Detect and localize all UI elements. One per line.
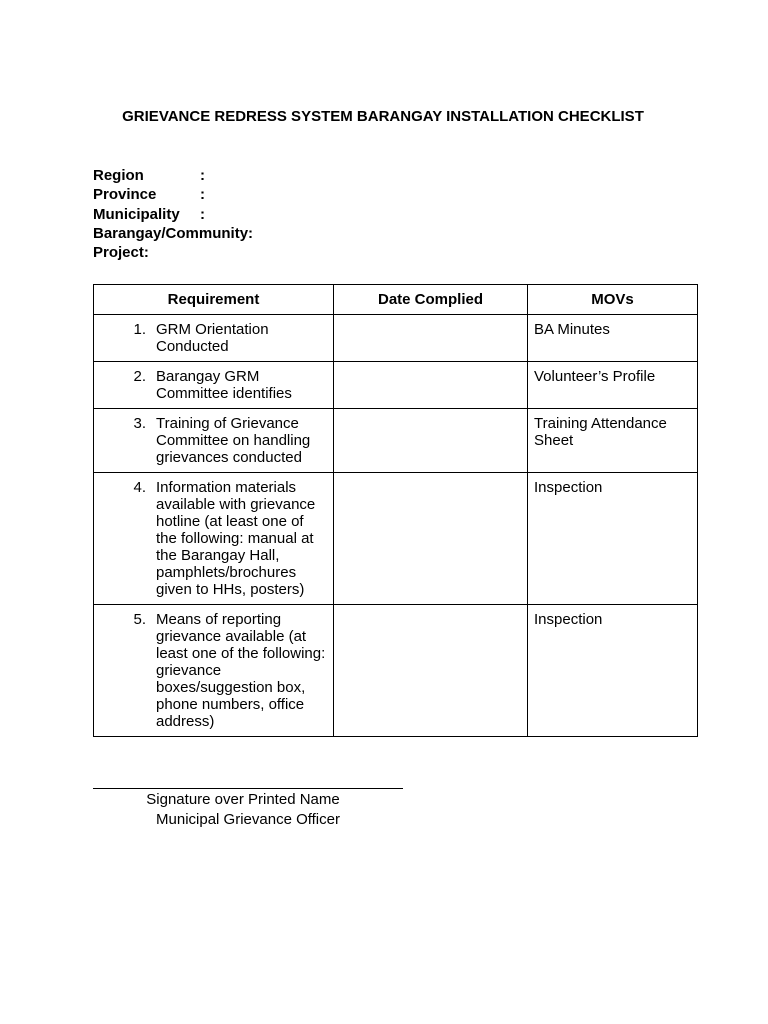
signature-title: Municipal Grievance Officer [156,811,340,828]
row-number: 1. [133,321,146,338]
table-row [94,605,698,737]
field-separator: : [200,205,205,223]
table-row [94,315,698,362]
requirement-text: Training of Grievance Committee on handling grievances conducted [156,415,311,466]
requirement-text: Information materials available with grievance hotline (at least one of the following: manual at the Barangay Hall, pamphlets/brochures given to HHs, posters) [156,479,316,598]
field-label: Municipality [93,205,180,223]
table-row [94,473,698,605]
table-header-row [94,285,698,315]
header-movs: MOVs [528,285,698,315]
requirement-text: GRM Orientation Conducted [156,321,269,355]
checklist-table [93,284,698,737]
field-barangay [93,224,253,243]
date-complied-cell [334,362,528,409]
table-row [94,409,698,473]
signature-line [93,788,403,789]
requirement-cell [94,362,334,409]
field-project [93,243,253,262]
mov-cell: BA Minutes [528,315,698,362]
requirement-text: Means of reporting grievance available (at least one of the following: grievance boxes/suggestion box, phone numbers, office address) [156,611,326,730]
field-label: Region [93,167,144,184]
date-complied-cell [334,473,528,605]
field-region [93,166,253,185]
requirement-cell [94,315,334,362]
field-label: Province [93,186,157,204]
field-label: Barangay/Community: [93,224,254,242]
field-separator: : [200,186,205,204]
requirement-cell [94,605,334,737]
date-complied-cell [334,315,528,362]
header-date-complied: Date Complied [334,285,528,315]
mov-cell: Training Attendance Sheet [528,409,698,473]
requirement-cell [94,473,334,605]
field-province [93,185,253,204]
document-title: GRIEVANCE REDRESS SYSTEM BARANGAY INSTALLATION CHECKLIST [122,108,644,125]
signature-caption: Signature over Printed Name [146,791,340,808]
mov-cell: Inspection [528,473,698,605]
row-number: 5. [133,611,146,628]
field-label: Project: [93,244,149,262]
mov-cell: Volunteer’s Profile [528,362,698,409]
mov-cell: Inspection [528,605,698,737]
requirement-cell [94,409,334,473]
date-complied-cell [334,409,528,473]
date-complied-cell [334,605,528,737]
table-row [94,362,698,409]
requirement-text: Barangay GRM Committee identifies [156,368,292,402]
row-number: 2. [133,368,146,385]
header-fields [93,166,253,262]
row-number: 3. [133,415,146,432]
field-separator: : [200,167,205,184]
field-municipality [93,205,253,224]
header-requirement: Requirement [94,285,334,315]
row-number: 4. [133,479,146,496]
